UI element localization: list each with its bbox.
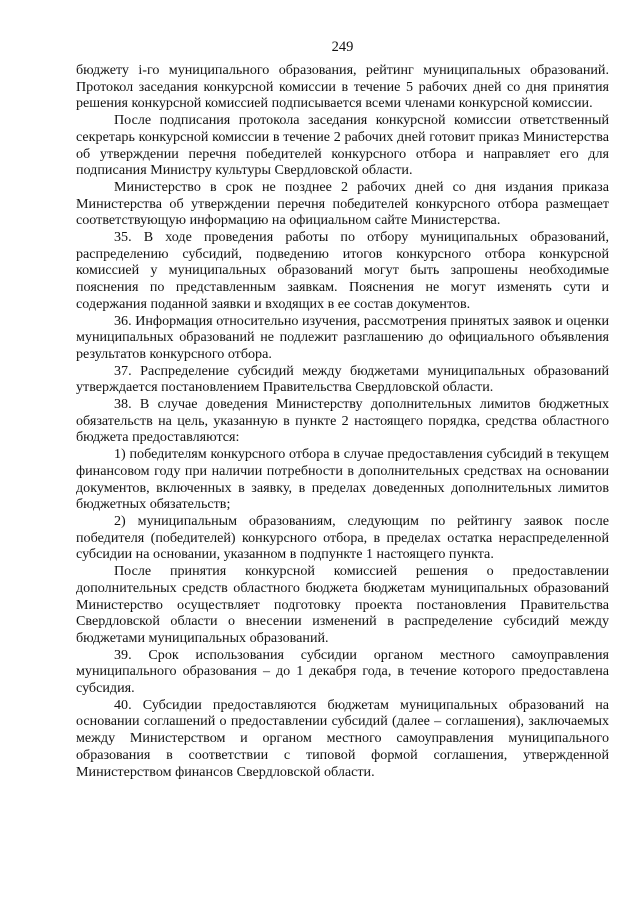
paragraph-continuation: бюджету i-го муниципального образования, рейтинг муниципальных образований. Протокол заседания конкурсной комиссии в течение 5 рабочих дней со дня принятия решения конкурсной комиссией подписывается всеми членами конкурсной комиссии.	[76, 62, 609, 112]
paragraph-item-38: 38. В случае доведения Министерству дополнительных лимитов бюджетных обязательств на цель, указанную в пункте 2 настоящего порядка, средства областного бюджета предоставляются:	[76, 396, 609, 446]
paragraph-item-40: 40. Субсидии предоставляются бюджетам муниципальных образований на основании соглашений о предоставлении субсидий (далее – соглашения), заключаемых между Министерством и органом местного самоуправления муниципального образования в соответствии с типовой формой соглашения, утвержденной Министерством финансов Свердловской области.	[76, 696, 609, 780]
paragraph-subitem-2: 2) муниципальным образованиям, следующим по рейтингу заявок после победителя (победителей) конкурсного отбора, в пределах остатка нераспределенной субсидии на основании, указанном в подпункте 1 настоящего пункта.	[76, 512, 609, 563]
paragraph-item-36: 36. Информация относительно изучения, рассмотрения принятых заявок и оценки муниципальных образований не подлежит разглашению до официального объявления результатов конкурсного отбора.	[76, 312, 609, 362]
paragraph-item-35: 35. В ходе проведения работы по отбору муниципальных образований, распределению субсидий, подведению итогов конкурсного отбора конкурсной комиссией у муниципальных образований могут быть запрошены необходимые пояснения по представленным заявкам. Пояснения не могут изменять сути и содержания поданной заявки и входящих в ее состав документов.	[76, 229, 609, 312]
paragraph-protocol-signing: После подписания протокола заседания конкурсной комиссии ответственный секретарь конкурсной комиссии в течение 2 рабочих дней готовит приказ Министерства об утверждении перечня победителей конкурсного отбора и направляет его для подписания Министру культуры Свердловской области.	[76, 112, 609, 179]
paragraph-item-39: 39. Срок использования субсидии органом местного самоуправления муниципального образования – до 1 декабря года, в течение которого предоставлена субсидия.	[76, 646, 609, 697]
paragraph-ministry-publication: Министерство в срок не позднее 2 рабочих дней со дня издания приказа Министерства об утверждении перечня победителей конкурсного отбора размещает соответствующую информацию на официальном сайте Министерства.	[76, 178, 609, 229]
page-number: 249	[331, 39, 354, 55]
document-body	[76, 62, 609, 780]
paragraph-subitem-1: 1) победителям конкурсного отбора в случае предоставления субсидий в текущем финансовом году при наличии потребности в дополнительных средствах на основании документов, включенных в заявку, в пределах доведенных дополнительных лимитов бюджетных обязательств;	[76, 446, 609, 513]
paragraph-additional-funds: После принятия конкурсной комиссией решения о предоставлении дополнительных средств областного бюджета бюджетам муниципальных образований Министерство осуществляет подготовку проекта постановления Правительства Свердловской области о внесении изменений в распределение субсидий между бюджетами муниципальных образований.	[76, 563, 609, 646]
paragraph-item-37: 37. Распределение субсидий между бюджетами муниципальных образований утверждается постановлением Правительства Свердловской области.	[76, 362, 609, 396]
